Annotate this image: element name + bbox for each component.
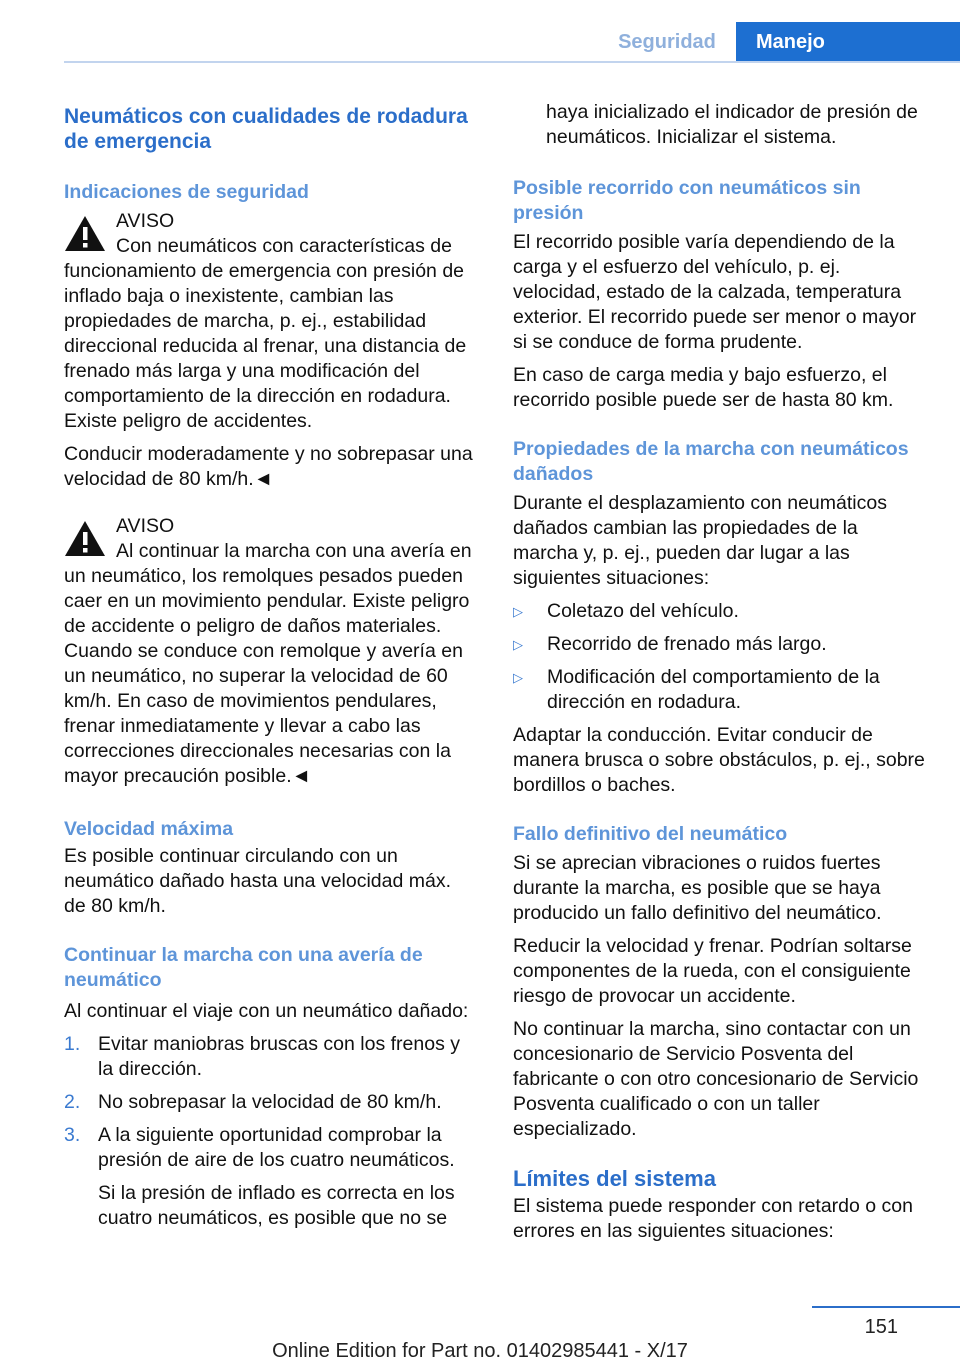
limits-heading: Límites del sistema [513,1166,716,1191]
bullet-triangle-icon: ▷ [513,604,523,619]
warning-1-text-2: Conducir moderadamente y no sobrepasar una velocidad de 80 km/h.◄ [64,443,473,490]
warning-1-label: AVISO [116,210,175,232]
failure-heading: Fallo definitivo del neumático [513,823,788,845]
tab-manejo[interactable]: Manejo [736,22,960,62]
warning-block-2 [64,514,477,789]
list-item [513,599,925,624]
props-item-text: Coletazo del vehículo. [547,600,739,622]
step-number: 1. [64,1033,81,1055]
failure-text-2: Reducir la velocidad y frenar. Podrían soltarse componentes de la rueda, con el consiguiente riesgo de provocar un accidente. [513,935,912,1007]
props-list [513,599,925,715]
continue-heading: Continuar la marcha con una avería de neumático [64,944,423,991]
bullet-triangle-icon: ▷ [513,670,523,685]
steps-list [64,1032,477,1173]
failure-text-1: Si se aprecian vibraciones o ruidos fuertes durante la marcha, es posible que se haya producido un fallo definitivo del neumático. [513,852,882,924]
list-item [64,1090,477,1115]
edition-note: Online Edition for Part no. 01402985441 - X/17 [272,1340,688,1362]
warning-triangle-icon [64,215,106,253]
safety-heading: Indicaciones de seguridad [64,181,309,203]
step-number: 3. [64,1124,81,1146]
continued-text: haya inicializado el indicador de presión de neumáticos. Inicializar el sistema. [546,101,918,148]
max-speed-text: Es posible continuar circulando con un neumático dañado hasta una velocidad máx. de 80 km/h. [64,845,452,917]
left-column [64,100,477,1231]
step-text: No sobrepasar la velocidad de 80 km/h. [98,1091,442,1113]
props-heading: Propiedades de la marcha con neumáticos dañados [513,438,909,485]
warning-triangle-icon [64,520,106,558]
header-tabs [598,22,960,62]
list-item [64,1032,477,1082]
step-text: Evitar maniobras bruscas con los frenos y la dirección. [98,1033,460,1080]
warning-1-body: Con neumáticos con características de funcionamiento de emergencia con presión de inflado baja o inexistente, cambian las propiedades de marcha, p. ej., estabilidad direccional reducida al frenar, una distancia de frenado más larga y una modificación del comportamiento de la dirección en rodadura. Existe peligro de accidentes. [64,235,467,432]
step-number: 2. [64,1091,81,1113]
max-speed-heading: Velocidad máxima [64,818,234,840]
props-item-text: Recorrido de frenado más largo. [547,633,827,655]
list-item [513,632,925,657]
step-3-note: Si la presión de inflado es correcta en los cuatro neumáticos, es posible que no se [98,1182,455,1229]
section-title: Neumáticos con cualidades de rodadura de emergencia [64,105,468,153]
step-text: A la siguiente oportunidad comprobar la presión de aire de los cuatro neumáticos. [98,1124,455,1171]
warning-block-1 [64,209,477,492]
continue-intro: Al continuar el viaje con un neumático dañado: [64,1000,469,1022]
warning-2-body: Al continuar la marcha con una avería en un neumático, los remolques pesados pueden caer en un movimiento pendular. Existe peligro de accidente o peligro de daños materiales. Cuando se conduce con remolque y avería en un neumático, no superar la velocidad de 60 km/h. En caso de movimientos pendulares, frenar inmediatamente y llevar a cabo las correcciones direccionales necesarias con la mayor precaución posible.◄ [64,540,472,787]
list-item [64,1123,477,1173]
right-column [513,100,925,1244]
failure-text-3: No continuar la marcha, sino contactar con un concesionario de Servicio Posventa del fabricante o con otro concesionario de Servicio Posventa cualificado o con un taller especializado. [513,1018,919,1140]
warning-1-text [64,234,477,434]
footer-divider [812,1306,960,1308]
range-text-1: El recorrido posible varía dependiendo de la carga y el esfuerzo del vehículo, p. ej. velocidad, estado de la calzada, temperatura exterior. El recorrido puede ser menor o mayor si se conduce de forma prudente. [513,231,917,353]
list-item [513,665,925,715]
page-number: 151 [864,1316,898,1338]
range-heading: Posible recorrido con neumáticos sin presión [513,177,861,224]
warning-2-label: AVISO [116,515,175,537]
limits-text: El sistema puede responder con retardo o con errores en las siguientes situaciones: [513,1195,913,1242]
props-item-text: Modificación del comportamiento de la dirección en rodadura. [547,666,880,713]
tab-seguridad[interactable]: Seguridad [598,22,736,62]
warning-2-text [64,539,477,789]
range-text-2: En caso de carga media y bajo esfuerzo, el recorrido posible puede ser de hasta 80 km. [513,364,894,411]
props-intro: Durante el desplazamiento con neumáticos dañados cambian las propiedades de la marcha y, p. ej., pueden dar lugar a las siguientes situaciones: [513,492,887,589]
bullet-triangle-icon: ▷ [513,637,523,652]
header-divider [64,61,960,63]
props-outro: Adaptar la conducción. Evitar conducir de manera brusca o sobre obstáculos, p. ej., sobre bordillos o baches. [513,724,925,796]
